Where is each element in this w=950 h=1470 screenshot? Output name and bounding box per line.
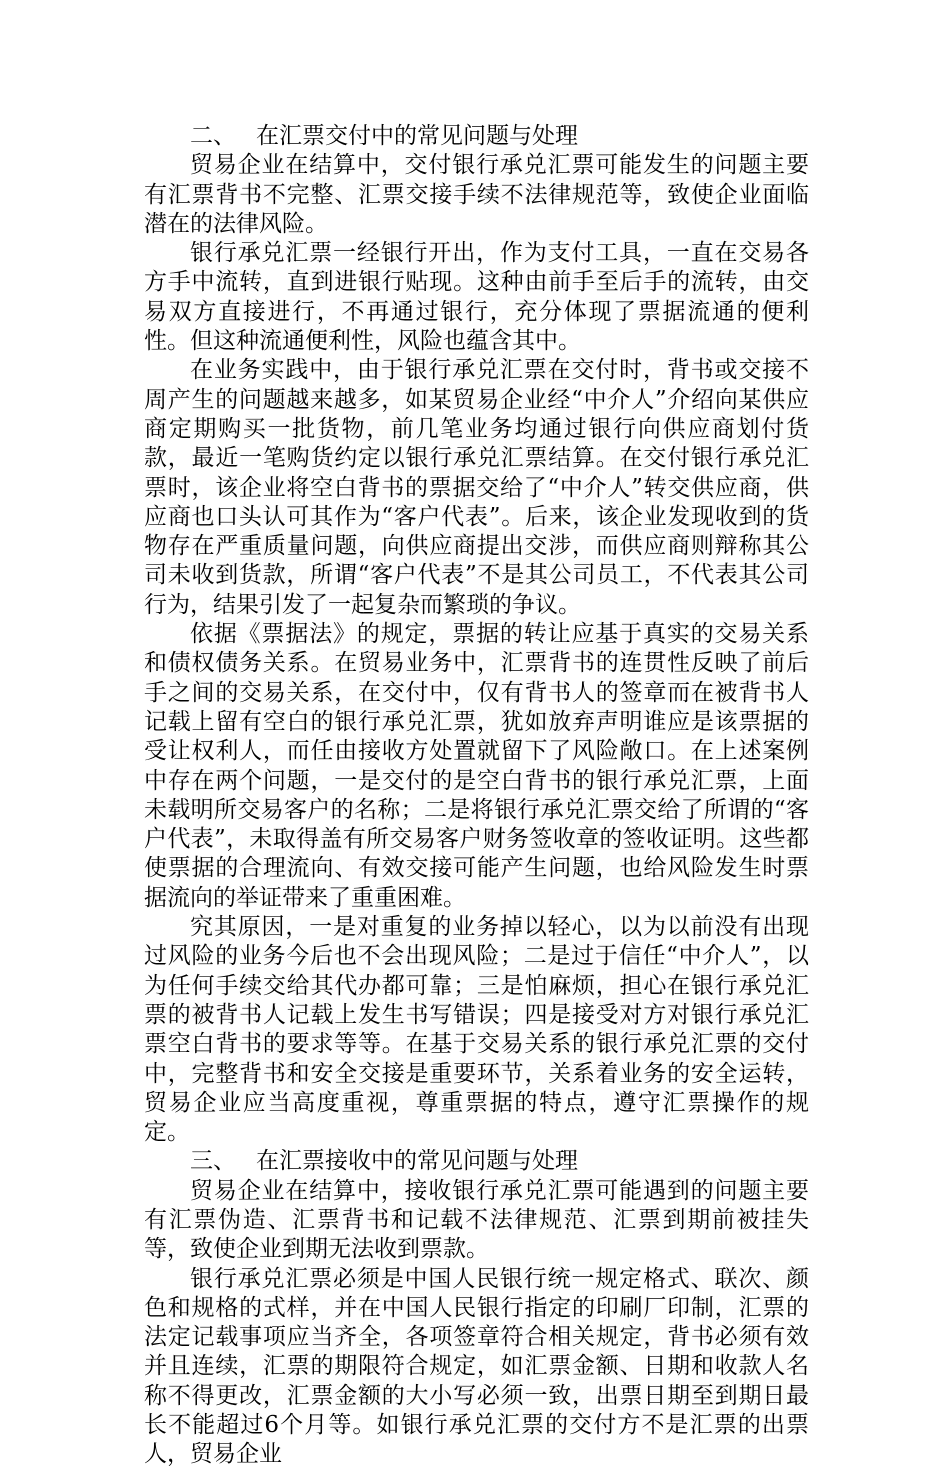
- paragraph: 贸易企业在结算中，交付银行承兑汇票可能发生的问题主要有汇票背书不完整、汇票交接手续不法律规范等，致使企业面临潜在的法律风险。: [144, 152, 809, 237]
- section-number: 三、: [190, 1148, 236, 1175]
- paragraph: 依据《票据法》的规定，票据的转让应基于真实的交易关系和债权债务关系。在贸易业务中，汇票背书的连贯性反映了前后手之间的交易关系，在交付中，仅有背书人的签章而在被背书人记载上留有空白的银行承兑汇票，犹如放弃声明谁应是该票据的受让权利人，而任由接收方处置就留下了风险敞口。在上述案例中存在两个问题，一是交付的是空白背书的银行承兑汇票，上面未载明所交易客户的名称；二是将银行承兑汇票交给了所谓的“客户代表”，未取得盖有所交易客户财务签收章的签收证明。这些都使票据的合理流向、有效交接可能产生问题，也给风险发生时票据流向的举证带来了重重困难。: [144, 621, 809, 911]
- section-heading-2: [144, 122, 809, 151]
- section-number: 二、: [190, 123, 236, 149]
- section-title: 在汇票交付中的常见问题与处理: [256, 123, 578, 149]
- paragraph: 在业务实践中，由于银行承兑汇票在交付时，背书或交接不周产生的问题越来越多，如某贸易企业经“中介人”介绍向某供应商定期购买一批货物，前几笔业务均通过银行向供应商划付货款，最近一笔购货约定以银行承兑汇票结算。在交付银行承兑汇票时，该企业将空白背书的票据交给了“中介人”转交供应商，供应商也口头认可其作为“客户代表”。后来，该企业发现收到的货物存在严重质量问题，向供应商提出交涉，而供应商则辩称其公司未收到货款，所谓“客户代表”不是其公司员工，不代表其公司行为，结果引发了一起复杂而繁琐的争议。: [144, 357, 809, 618]
- paragraph: 贸易企业在结算中，接收银行承兑汇票可能遇到的问题主要有汇票伪造、汇票背书和记载不法律规范、汇票到期前被挂失等，致使企业到期无法收到票款。: [144, 1177, 809, 1263]
- document-page: [144, 122, 809, 1470]
- paragraph: 究其原因，一是对重复的业务掉以轻心，以为以前没有出现过风险的业务今后也不会出现风险；二是过于信任“中介人”，以为任何手续交给其代办都可靠；三是怕麻烦，担心在银行承兑汇票的被背书人记载上发生书写错误；四是接受对方对银行承兑汇票空白背书的要求等等。在基于交易关系的银行承兑汇票的交付中，完整背书和安全交接是重要环节，关系着业务的安全运转，贸易企业应当高度重视，尊重票据的特点，遵守汇票操作的规定。: [144, 914, 809, 1146]
- paragraph: 银行承兑汇票一经银行开出，作为支付工具，一直在交易各方手中流转，直到进银行贴现。这种由前手至后手的流转，由交易双方直接进行，不再通过银行，充分体现了票据流通的便利性。但这种流通便利性，风险也蕴含其中。: [144, 240, 809, 355]
- section-heading-3: [144, 1147, 809, 1176]
- paragraph: 银行承兑汇票必须是中国人民银行统一规定格式、联次、颜色和规格的式样，并在中国人民银行指定的印刷厂印制，汇票的法定记载事项应当齐全，各项签章符合相关规定，背书必须有效并且连续，汇票的期限符合规定，如汇票金额、日期和收款人名称不得更改，汇票金额的大小写必须一致，出票日期至到期日最长不能超过6个月等。如银行承兑汇票的交付方不是汇票的出票人，贸易企业: [144, 1265, 809, 1468]
- section-title: 在汇票接收中的常见问题与处理: [256, 1148, 578, 1175]
